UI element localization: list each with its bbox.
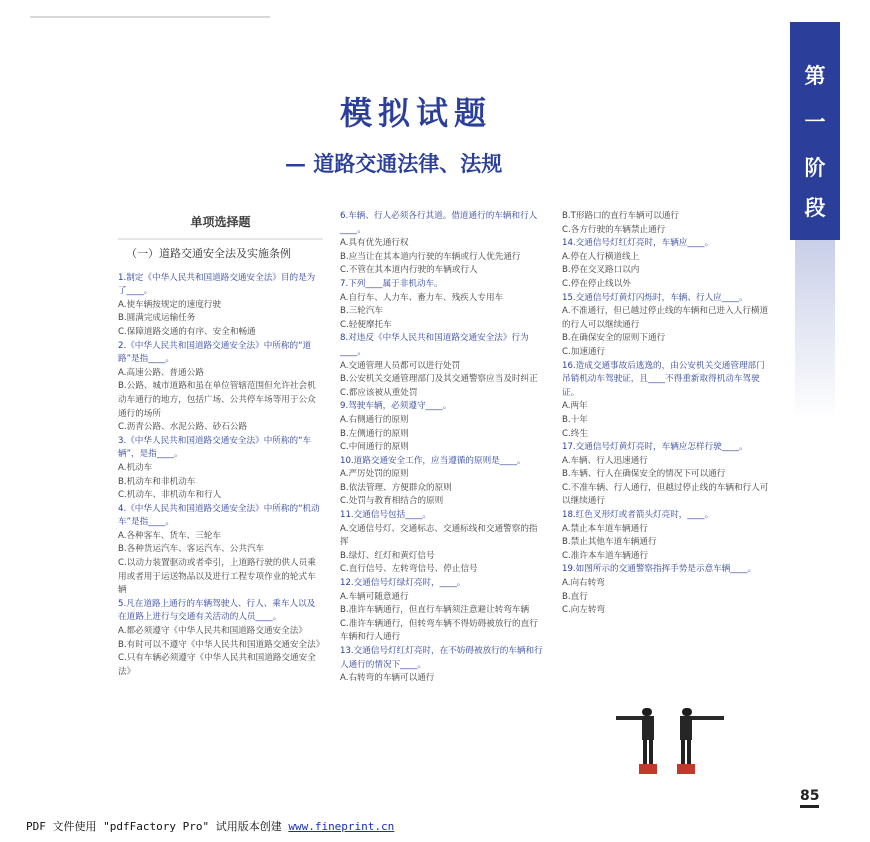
question-text: 13.交通信号灯红灯亮时，在不妨碍被放行的车辆和行人通行的情况下____。: [340, 646, 543, 670]
question-text: 18.红色叉形灯或者箭头灯亮时，____。: [562, 510, 714, 521]
answer-option: A.都必须遵守《中华人民共和国道路交通安全法》: [118, 626, 307, 637]
answer-option: B.绿灯、红灯和黄灯信号: [340, 550, 435, 561]
question-text: 8.对违反《中华人民共和国道路交通安全法》行为____。: [340, 333, 529, 357]
question-text: 7.下列____属于非机动车。: [340, 278, 443, 289]
question-text: 17.交通信号灯黄灯亮时，车辆应怎样行驶____。: [562, 442, 748, 453]
answer-option: C.各方行驶的车辆禁止通行: [562, 224, 666, 235]
sidebar-char-2: 一: [804, 110, 826, 134]
answer-option: C.轻便摩托车: [340, 319, 392, 330]
answer-option: A.交通信号灯、交通标志、交通标线和交通警察的指挥: [340, 523, 538, 548]
question-text: 10.道路交通安全工作，应当遵循的原则是____。: [340, 455, 526, 466]
answer-option: B.依法管理、方便群众的原则: [340, 482, 452, 493]
text-column-3: [562, 210, 772, 618]
answer-option: B.机动车和非机动车: [118, 476, 196, 487]
answer-option: C.向左转弯: [562, 605, 606, 616]
answer-option: C.加速通行: [562, 346, 606, 357]
question-text: 9.驾驶车辆，必须遵守____。: [340, 401, 452, 412]
answer-option: A.自行车、人力车、畜力车、残疾人专用车: [340, 292, 504, 303]
question-text: 14.交通信号灯红灯亮时，车辆应____。: [562, 238, 714, 249]
answer-option: B.停在交叉路口以内: [562, 265, 640, 276]
answer-option: C.保障道路交通的有序、安全和畅通: [118, 326, 256, 337]
page-subtitle: — 道路交通法律、法规: [285, 151, 503, 176]
answer-option: A.车辆可随意通行: [340, 591, 409, 602]
question-text: 6.车辆、行人必须各行其道。借道通行的车辆和行人____。: [340, 211, 538, 235]
section-subtitle: （一）道路交通安全法及实施条例: [126, 246, 291, 260]
answer-option: C.以动力装置驱动或者牵引，上道路行驶的供人员乘用或者用于运送物品以及进行工程专项作业的轮式车辆: [118, 558, 316, 596]
answer-option: A.不准通行，但已越过停止线的车辆和已进入人行横道的行人可以继续通行: [562, 306, 769, 330]
question-text: 15.交通信号灯黄灯闪烁时，车辆、行人应____。: [562, 292, 748, 303]
answer-option: A.具有优先通行权: [340, 238, 409, 249]
answer-option: B.准许车辆通行，但直行车辆须注意避让转弯车辆: [340, 605, 530, 616]
question-text: 5.凡在道路上通行的车辆驾驶人、行人、乘车人以及在道路上进行与交通有关活动的人员____。: [118, 598, 316, 623]
answer-option: B.车辆、行人在确保安全的情况下可以通行: [562, 469, 726, 480]
answer-option: C.不准车辆、行人通行，但越过停止线的车辆和行人可以继续通行: [562, 482, 769, 507]
sidebar-char-3: 阶: [804, 156, 826, 180]
section-title: 单项选择题: [118, 216, 323, 240]
question-text: 19.如图所示的交通警察指挥手势是示意车辆____。: [562, 564, 757, 575]
answer-option: A.各种客车、货车、三轮车: [118, 530, 221, 541]
answer-option: C.直行信号、左转弯信号、停止信号: [340, 564, 478, 575]
answer-option: A.禁止本车道车辆通行: [562, 523, 648, 534]
answer-option: B.有时可以不遵守《中华人民共和国道路交通安全法》: [118, 639, 325, 650]
answer-option: A.停在人行横道线上: [562, 251, 640, 262]
answer-option: B.公路、城市道路和虽在单位管辖范围但允许社会机动车通行的地方，包括广场、公共停车场等用于公众通行的场所: [118, 381, 316, 419]
answer-option: A.交通管理人员都可以进行处罚: [340, 360, 461, 371]
answer-option: C.中间通行的原则: [340, 442, 409, 453]
footer-watermark: [26, 818, 394, 834]
answer-option: C.机动车、非机动车和行人: [118, 490, 222, 501]
answer-option: C.停在停止线以外: [562, 278, 631, 289]
question-text: 1.制定《中华人民共和国道路交通安全法》目的是为了____。: [118, 272, 316, 297]
page-number: 85: [800, 788, 819, 808]
answer-option: A.高速公路、普通公路: [118, 367, 204, 378]
answer-option: A.严厉处罚的原则: [340, 469, 409, 480]
page-title: 模拟试题: [340, 94, 493, 132]
sidebar-char-1: 第: [804, 64, 826, 88]
text-column-2: [340, 210, 545, 686]
top-rule: [30, 16, 270, 18]
question-text: 2.《中华人民共和国道路交通安全法》中所称的“道路”是指____。: [118, 340, 312, 365]
answer-option: C.只有车辆必须遵守《中华人民共和国道路交通安全法》: [118, 653, 316, 677]
answer-option: B.圆满完成运输任务: [118, 313, 196, 324]
stage-sidebar-tab: [790, 22, 840, 240]
answer-option: A.使车辆按规定的速度行驶: [118, 299, 221, 310]
answer-option: B.直行: [562, 591, 588, 602]
question-text: 4.《中华人民共和国道路交通安全法》中所称的“机动车”是指____。: [118, 503, 320, 528]
question-text: 12.交通信号灯绿灯亮时，____。: [340, 578, 466, 589]
answer-option: A.车辆、行人迅速通行: [562, 455, 648, 466]
question-text: 3.《中华人民共和国道路交通安全法》中所称的“车辆”，是指____。: [118, 435, 312, 460]
answer-option: A.右侧通行的原则: [340, 414, 409, 425]
answer-option: B.在确保安全的原则下通行: [562, 333, 666, 344]
question-text: 11.交通信号包括____。: [340, 510, 432, 521]
answer-option: B.公安机关交通管理部门及其交通警察应当及时纠正: [340, 374, 538, 385]
answer-option: A.机动车: [118, 462, 153, 473]
answer-option: C.处罚与教育相结合的原则: [340, 496, 444, 507]
answer-option: B.禁止其他车道车辆通行: [562, 537, 657, 548]
answer-option: C.准许本车道车辆通行: [562, 550, 649, 561]
question-text: 16.造成交通事故后逃逸的，由公安机关交通管理部门吊销机动车驾驶证，且____不得重新取得机动车驾驶证。: [562, 360, 765, 398]
answer-option: A.向右转弯: [562, 578, 605, 589]
sidebar-char-4: 段: [804, 196, 826, 220]
answer-option: A.两年: [562, 401, 588, 412]
answer-option: B.十年: [562, 414, 588, 425]
answer-option: B.左侧通行的原则: [340, 428, 409, 439]
answer-option: C.都应该被从重处罚: [340, 387, 418, 398]
answer-option: A.右转弯的车辆可以通行: [340, 673, 435, 684]
answer-option: C.准许车辆通行，但转弯车辆不得妨碍被放行的直行车辆和行人通行: [340, 618, 538, 643]
answer-option: B.应当让在其本道内行驶的车辆或行人优先通行: [340, 251, 521, 262]
answer-option: C.沥青公路、水泥公路、砂石公路: [118, 422, 248, 433]
text-column-1: [118, 210, 323, 679]
answer-option: B.T形路口的直行车辆可以通行: [562, 211, 680, 221]
footer-link[interactable]: www.fineprint.cn: [288, 820, 395, 833]
sidebar-fade-decoration: [795, 240, 835, 420]
answer-option: C.终生: [562, 428, 588, 439]
answer-option: C.不管在其本道内行驶的车辆或行人: [340, 265, 478, 276]
traffic-police-gesture-illustration: [612, 702, 728, 778]
answer-option: B.各种货运汽车、客运汽车、公共汽车: [118, 544, 265, 555]
answer-option: B.三轮汽车: [340, 306, 384, 317]
footer-text: PDF 文件使用 "pdfFactory Pro" 试用版本创建: [26, 820, 289, 833]
